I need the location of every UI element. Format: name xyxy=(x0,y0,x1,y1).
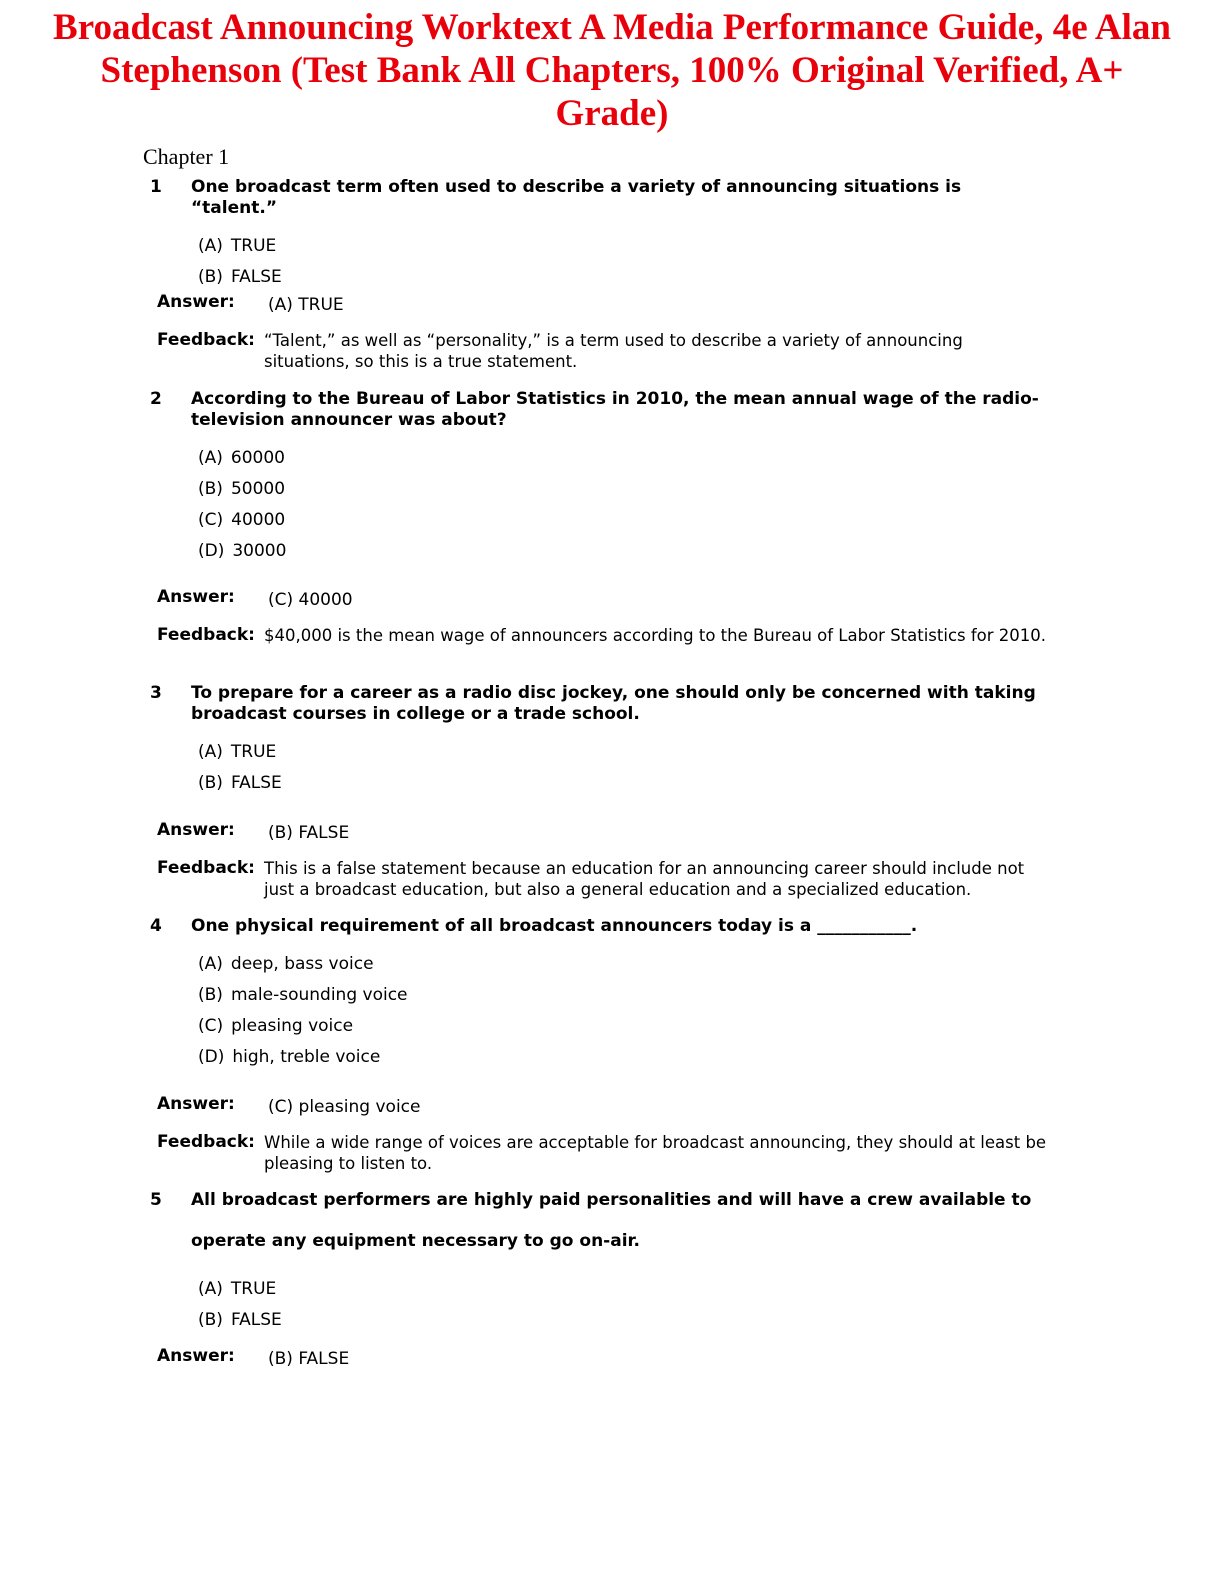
option-item: (C) pleasing voice xyxy=(198,1016,354,1036)
option-item: (B) male-sounding voice xyxy=(198,985,408,1005)
feedback-text: $40,000 is the mean wage of announcers according to the Bureau of Labor Statistics for 2010. xyxy=(264,626,1047,645)
option-item: (B) FALSE xyxy=(198,773,282,793)
question-1 xyxy=(150,177,1050,298)
feedback-label: Feedback: xyxy=(157,625,255,645)
option-list xyxy=(198,236,1050,287)
feedback-label: Feedback: xyxy=(157,330,255,350)
feedback-row xyxy=(157,858,1047,900)
question-3 xyxy=(150,683,1050,804)
answer-value: (B) FALSE xyxy=(268,823,350,843)
answer-row xyxy=(157,292,344,315)
answer-row xyxy=(157,820,350,843)
question-number: 5 xyxy=(150,1190,162,1210)
option-item: (A) TRUE xyxy=(198,1279,277,1299)
question-number: 3 xyxy=(150,683,162,703)
feedback-label: Feedback: xyxy=(157,858,255,878)
feedback-text: This is a false statement because an education for an announcing career should include not just a broadcast education, but also a general education and a specialized education. xyxy=(264,859,1025,899)
option-list xyxy=(198,1279,1050,1330)
answer-value: (C) 40000 xyxy=(268,590,353,610)
question-text: According to the Bureau of Labor Statistics in 2010, the mean annual wage of the radio-television announcer was about? xyxy=(191,389,1039,430)
answer-label: Answer: xyxy=(157,820,235,840)
option-item: (B) 50000 xyxy=(198,479,286,499)
answer-row xyxy=(157,587,353,610)
question-text: All broadcast performers are highly paid personalities and will have a crew available to operate any equipment necessary to go on-air. xyxy=(191,1190,1032,1251)
option-item: (D) 30000 xyxy=(198,541,287,561)
answer-row xyxy=(157,1094,421,1117)
option-item: (C) 40000 xyxy=(198,510,286,530)
question-5 xyxy=(150,1190,1050,1341)
option-item: (B) FALSE xyxy=(198,267,282,287)
feedback-row xyxy=(157,330,1047,372)
answer-value: (B) FALSE xyxy=(268,1349,350,1369)
question-text: One broadcast term often used to describe a variety of announcing situations is “talent.” xyxy=(191,177,962,218)
feedback-text: “Talent,” as well as “personality,” is a term used to describe a variety of announcing situations, so this is a true statement. xyxy=(264,331,963,371)
chapter-heading: Chapter 1 xyxy=(143,144,230,169)
answer-label: Answer: xyxy=(157,1346,235,1366)
question-text: To prepare for a career as a radio disc jockey, one should only be concerned with taking broadcast courses in college or a trade school. xyxy=(191,683,1036,724)
option-item: (A) deep, bass voice xyxy=(198,954,374,974)
question-4 xyxy=(150,916,1050,1078)
option-item: (A) 60000 xyxy=(198,448,285,468)
answer-label: Answer: xyxy=(157,1094,235,1114)
option-item: (A) TRUE xyxy=(198,236,277,256)
answer-value: (A) TRUE xyxy=(268,295,344,315)
answer-label: Answer: xyxy=(157,292,235,312)
option-list xyxy=(198,954,1050,1067)
feedback-row xyxy=(157,1132,1047,1174)
feedback-label: Feedback: xyxy=(157,1132,255,1152)
option-list xyxy=(198,742,1050,793)
option-item: (D) high, treble voice xyxy=(198,1047,381,1067)
question-number: 2 xyxy=(150,389,162,409)
answer-value: (C) pleasing voice xyxy=(268,1097,421,1117)
document-title: Broadcast Announcing Worktext A Media Performance Guide, 4e Alan Stephenson (Test Bank All Chapters, 100% Original Verified, A+ Grade) xyxy=(53,7,1171,134)
option-item: (A) TRUE xyxy=(198,742,277,762)
question-text: One physical requirement of all broadcast announcers today is a ___________. xyxy=(191,916,918,936)
question-number: 1 xyxy=(150,177,162,197)
feedback-row xyxy=(157,625,1047,646)
option-list xyxy=(198,448,1050,561)
question-2 xyxy=(150,389,1050,572)
answer-row xyxy=(157,1346,350,1369)
feedback-text: While a wide range of voices are acceptable for broadcast announcing, they should at least be pleasing to listen to. xyxy=(264,1133,1047,1173)
answer-label: Answer: xyxy=(157,587,235,607)
option-item: (B) FALSE xyxy=(198,1310,282,1330)
question-number: 4 xyxy=(150,916,162,936)
